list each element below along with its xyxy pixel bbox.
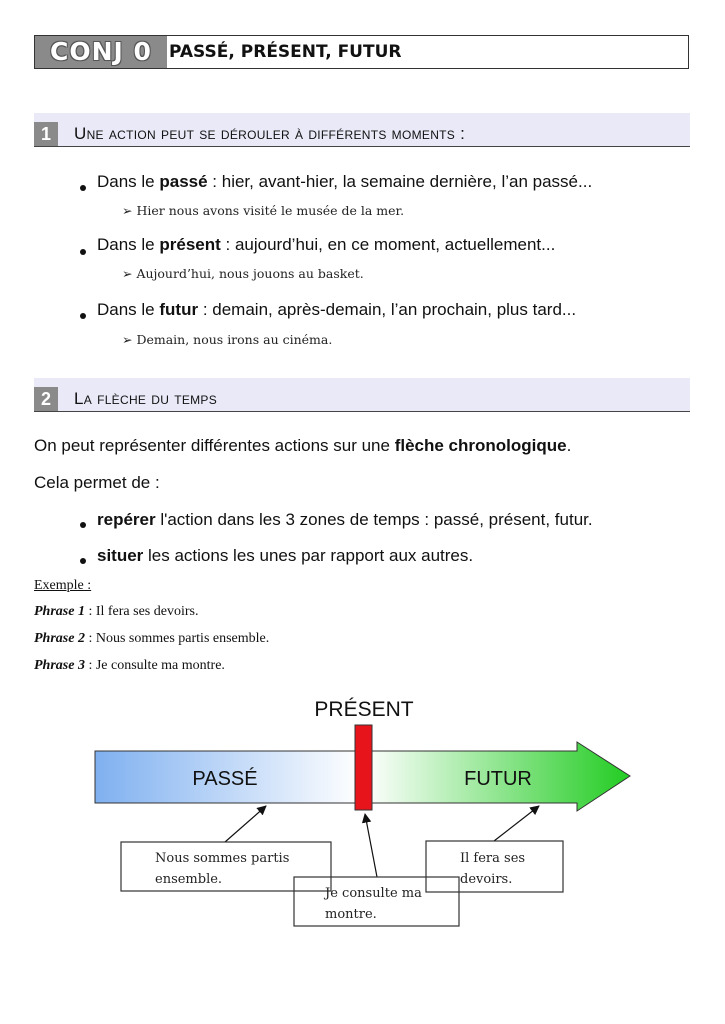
future-label: FUTUR bbox=[464, 768, 532, 790]
example-sentence: ➢ Aujourd’hui, nous jouons au basket. bbox=[122, 266, 364, 281]
section-number: 1 bbox=[34, 122, 58, 146]
example-sentence: ➢ Demain, nous irons au cinéma. bbox=[122, 332, 333, 347]
box-present-line: montre. bbox=[325, 907, 377, 922]
phrase-line: Phrase 2 : Nous sommes partis ensemble. bbox=[34, 631, 270, 646]
box-present-line: Je consulte ma bbox=[325, 886, 422, 901]
box-future-line: devoirs. bbox=[460, 872, 513, 887]
keyword: passé bbox=[159, 172, 208, 191]
box-past-line: ensemble. bbox=[155, 872, 223, 887]
past-label: PASSÉ bbox=[192, 768, 258, 790]
phrase-line: Phrase 3 : Je consulte ma montre. bbox=[34, 658, 225, 673]
box-future-line: Il fera ses bbox=[460, 851, 526, 866]
arrow-present bbox=[365, 814, 377, 877]
section-number: 2 bbox=[34, 387, 58, 411]
keyword: flèche chronologique bbox=[394, 436, 567, 455]
present-marker bbox=[355, 725, 372, 810]
keyword: repérer bbox=[97, 510, 156, 529]
keyword: présent bbox=[159, 235, 221, 254]
list-item: repérer l'action dans les 3 zones de temps : passé, présent, futur. bbox=[97, 510, 593, 529]
arrow-past bbox=[225, 806, 266, 842]
present-label: PRÉSENT bbox=[314, 698, 414, 721]
list-item: Dans le passé : hier, avant-hier, la semaine dernière, l’an passé... bbox=[97, 172, 593, 191]
list-item: situer les actions les unes par rapport aux autres. bbox=[97, 546, 474, 565]
box-past bbox=[121, 842, 331, 891]
example-label: Exemple : bbox=[34, 578, 92, 593]
keyword: situer bbox=[97, 546, 144, 565]
section-title: La flèche du temps bbox=[74, 389, 218, 408]
allows-paragraph: Cela permet de : bbox=[34, 473, 160, 492]
example-sentence: ➢ Hier nous avons visité le musée de la mer. bbox=[122, 203, 405, 218]
list-item: Dans le présent : aujourd’hui, en ce moment, actuellement... bbox=[97, 235, 556, 254]
box-past-line: Nous sommes partis bbox=[155, 851, 290, 866]
chapter-badge: CONJ 0 bbox=[35, 36, 167, 68]
page-title: PASSÉ, PRÉSENT, FUTUR bbox=[169, 42, 402, 62]
section-title: Une action peut se dérouler à différents moments : bbox=[74, 124, 466, 143]
keyword: futur bbox=[159, 300, 199, 319]
phrase-line: Phrase 1 : Il fera ses devoirs. bbox=[34, 604, 199, 619]
arrow-future bbox=[494, 806, 539, 841]
list-item: Dans le futur : demain, après-demain, l’an prochain, plus tard... bbox=[97, 300, 577, 319]
intro-paragraph: On peut représenter différentes actions sur une flèche chronologique. bbox=[34, 436, 572, 455]
